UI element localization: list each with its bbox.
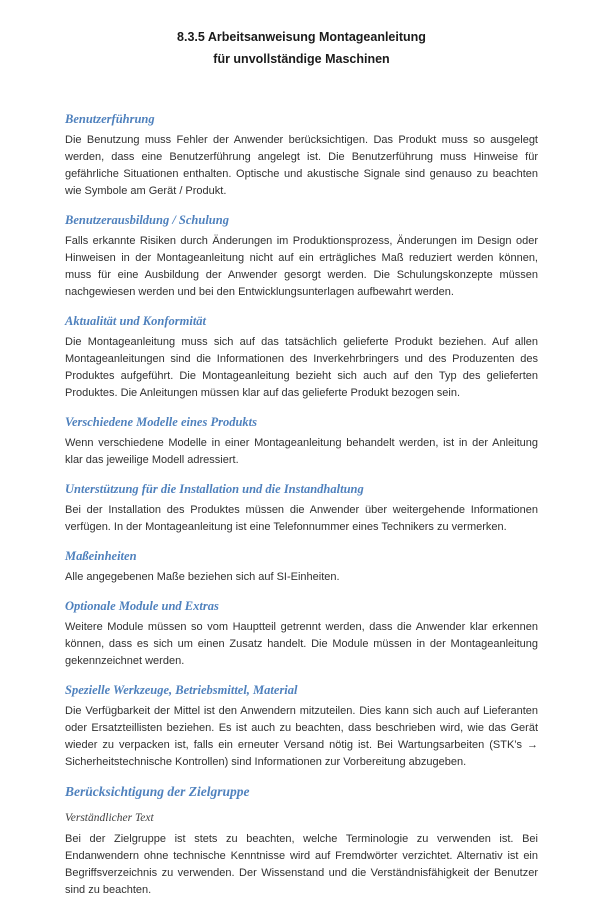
section-body-text: Alle angegebenen Maße beziehen sich auf SI-Einheiten. xyxy=(65,571,340,583)
section-heading: Optionale Module und Extras xyxy=(65,599,219,613)
document-title-line-2: für unvollständige Maschinen xyxy=(213,52,390,66)
section-heading: Aktualität und Konformität xyxy=(65,314,207,328)
document-title-line-1: 8.3.5 Arbeitsanweisung Montageanleitung xyxy=(177,30,426,44)
section-body-text: Weitere Module müssen so vom Hauptteil getrennt werden, dass die Anwender klar erkennen können, dass es sich um einen Zusatz handelt. Die Module müssen in der Montageanleitung gekennzeichnet werden. xyxy=(65,621,538,667)
sections-container xyxy=(65,112,538,899)
document-section xyxy=(65,482,538,536)
section-heading: Unterstützung für die Installation und die Instandhaltung xyxy=(65,482,364,496)
document-section xyxy=(65,112,538,200)
document-section xyxy=(65,415,538,469)
document-title xyxy=(65,26,538,70)
section-subheading: Verständlicher Text xyxy=(65,812,154,824)
section-body-text: Die Montageanleitung muss sich auf das tatsächlich gelieferte Produkt beziehen. Auf allen Montageanleitungen sind die Informationen des Inverkehrbringers und des Produzenten des Produktes aufgeführt. Die Montageanleitung bezieht sich auch auf den Typ des gelieferten Produktes. Die Anleitungen müssen klar auf das gelieferte Produkt bezogen sein. xyxy=(65,336,538,399)
section-heading: Maßeinheiten xyxy=(65,549,137,563)
section-heading: Benutzerführung xyxy=(65,112,155,126)
document-section xyxy=(65,314,538,402)
section-body-text: Bei der Installation des Produktes müssen die Anwender über weitergehende Informationen verfügen. In der Montageanleitung ist eine Telefonnummer eines Technikers zu vermerken. xyxy=(65,504,538,533)
section-body-text: Die Verfügbarkeit der Mittel ist den Anwendern mitzuteilen. Dies kann sich auch auf Lieferanten oder Ersatzteillisten beziehen. Es ist auch zu beachten, dass beschrieben wird, wie das Gerät wieder zu verpacken ist, falls ein erneuter Versand nötig ist. Bei Wartungsarbeiten (STK’s → Sicherheitstechnische Kontrollen) sind Informationen zur Vorbereitung abzugeben. xyxy=(65,705,538,768)
section-body-text: Wenn verschiedene Modelle in einer Montageanleitung behandelt werden, ist in der Anleitung klar das jeweilige Modell adressiert. xyxy=(65,437,538,466)
section-body-text: Die Benutzung muss Fehler der Anwender berücksichtigen. Das Produkt muss so ausgelegt werden, dass eine Benutzerführung angelegt ist. Die Benutzerführung muss Hinweise für gefährliche Situationen enthalten. Optische und akustische Signale sind genauso zu beachten wie Symbole am Gerät / Produkt. xyxy=(65,134,538,197)
document-section xyxy=(65,599,538,670)
document-section xyxy=(65,784,538,899)
section-body-text: Bei der Zielgruppe ist stets zu beachten, welche Terminologie zu verwenden ist. Bei Endanwendern ohne technische Kenntnisse wird auf Fremdwörter verzichtet. Alternativ ist ein Begriffsverzeichnis zu verwenden. Der Wissenstand und die Verständnisfähigkeit der Benutzer sind zu beachten. xyxy=(65,833,538,896)
section-body-text: Falls erkannte Risiken durch Änderungen im Produktionsprozess, Änderungen im Design oder Hinweisen in der Montageanleitung nicht auf ein erträgliches Maß reduziert werden können, muss für eine Ausbildung der Anwender gesorgt werden. Die Schulungskonzepte müssen nachgewiesen werden und bei den Entwicklungsunterlagen aufbewahrt werden. xyxy=(65,235,538,298)
section-heading: Berücksichtigung der Zielgruppe xyxy=(65,784,250,799)
section-heading: Benutzerausbildung / Schulung xyxy=(65,213,229,227)
document-section xyxy=(65,549,538,586)
section-heading: Verschiedene Modelle eines Produkts xyxy=(65,415,258,429)
document-section xyxy=(65,683,538,771)
document-section xyxy=(65,213,538,301)
section-heading: Spezielle Werkzeuge, Betriebsmittel, Material xyxy=(65,683,298,697)
